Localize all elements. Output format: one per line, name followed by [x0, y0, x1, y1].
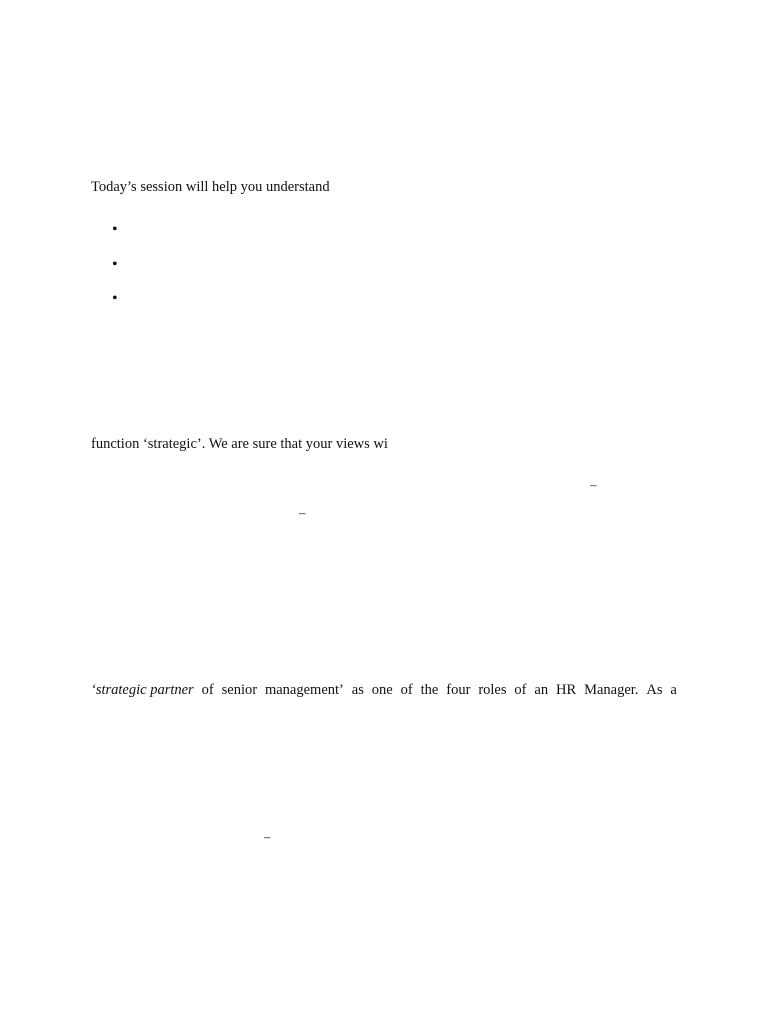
word: the: [420, 682, 439, 698]
paragraph-text-strategic-partner: [91, 681, 677, 699]
word: management’: [264, 682, 344, 698]
word: an: [534, 682, 549, 698]
word: as: [351, 682, 364, 698]
dash-mark-1: –: [590, 477, 597, 492]
bullet-point-3: •: [112, 290, 118, 307]
italic-phrase: ‘strategic partner: [91, 682, 194, 698]
word: four: [446, 682, 471, 698]
word: roles: [478, 682, 507, 698]
bullet-point-2: •: [112, 256, 118, 273]
word: a: [670, 682, 677, 698]
dash-mark-2: –: [299, 505, 306, 520]
dash-mark-3: –: [264, 829, 271, 844]
word: of: [400, 682, 413, 698]
word: As: [646, 682, 663, 698]
paragraph-text-strategic: function ‘strategic’. We are sure that your views wi: [91, 436, 388, 452]
intro-text: Today’s session will help you understand: [91, 179, 330, 195]
word: Manager.: [584, 682, 639, 698]
word: HR: [556, 682, 577, 698]
word: senior: [221, 682, 258, 698]
bullet-point-1: •: [112, 221, 118, 238]
word: of: [514, 682, 527, 698]
word: one: [371, 682, 393, 698]
word: of: [201, 682, 214, 698]
